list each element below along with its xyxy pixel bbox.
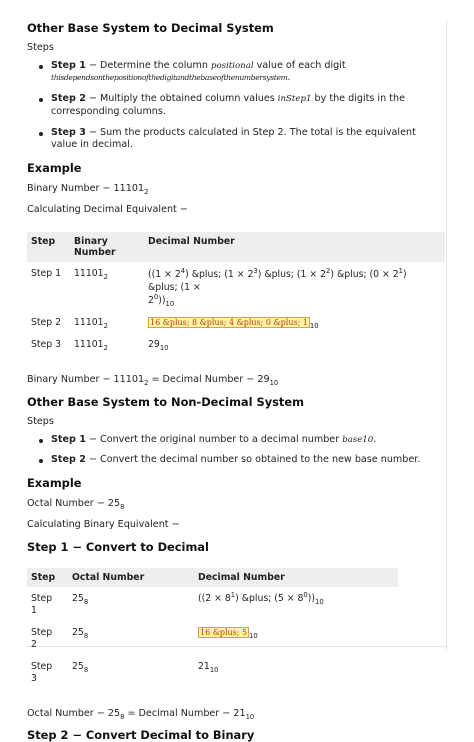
table-row: Step 1 $25_8$ ($(2 \times 8^1)$ &plus; $(5 \times 8^0))_{10}$ (27, 587, 398, 619)
expanded-expression: ($(1 \times 2^4)$ &plus; $(1 \times 2^3)$ &plus; $(1 \times 2^2)$ &plus; $(0 \times 2^1)$ &plus; (1 × $2^0))_{10}$ (148, 267, 407, 309)
column-header: Decimal Number (142, 232, 445, 262)
bullet-icon (39, 65, 43, 69)
step-label: Step 1 (51, 60, 86, 71)
column-header: Step (27, 232, 68, 262)
column-header: Step (27, 568, 66, 587)
table-row: Step 2 $11101_2$ 16 &plus; 8 &plus; 4 &plus; 0 &plus; 1 $_{10}$ (31, 317, 319, 331)
math-render-error: 16 &plus; 8 &plus; 4 &plus; 0 &plus; 1 (150, 318, 308, 328)
table-row: Step 1 $11101_2$ ($(1 \times 2^4)$ &plus; $(1 \times 2^3)$ &plus; $(1 \times 2^2)$ &plus; $(0 \times 2^1)$ &plus; (1 × $2^0))_{10}$ (27, 262, 445, 309)
step-item: Step 3 − Sum the products calculated in Step 2. The total is the equivalent value in decimal. (51, 127, 445, 151)
binary-conversion-table (27, 232, 445, 353)
calc-label: Calculating Decimal Equivalent − (27, 204, 188, 216)
math-render-error: 16 &plus; 5 (200, 627, 248, 637)
math-expression: inStep1 (277, 94, 312, 105)
step-label: Step 2 (51, 454, 86, 466)
math-expression: positional (210, 61, 254, 71)
octal-number-line: Octal Number − $25_8$ (27, 497, 125, 511)
expanded-expression: ($(2 \times 8^1)$ &plus; $(5 \times 8^0))_{10}$ (198, 590, 324, 606)
table-header-row (27, 568, 398, 587)
math-expression: thisdependsonthepositionofthedigitandthebaseofthenumbersystem (51, 73, 288, 83)
column-header: Binary Number (68, 232, 142, 262)
column-header: Octal Number (66, 568, 192, 587)
bullet-icon (39, 459, 43, 463)
step-item: Step 2 − Convert the decimal number so obtained to the new base number. (51, 454, 445, 466)
section-title-to-non-decimal: Other Base System to Non-Decimal System (27, 395, 304, 410)
step1-convert-heading: Step 1 − Convert to Decimal (27, 539, 209, 554)
step2-convert-heading: Step 2 − Convert Decimal to Binary (27, 727, 255, 742)
steps-label: Steps (27, 42, 54, 53)
step-item: Step 1 − Convert the original number to a decimal number base10. (51, 434, 445, 446)
math-expression: base10 (342, 435, 374, 446)
binary-number-line: Binary Number − $11101_2$ (27, 183, 149, 197)
calc-label: Calculating Binary Equivalent − (27, 518, 180, 530)
table-row: Step 2 $25_8$ 16 &plus; 5 $_{10}$ (31, 626, 258, 650)
binary-result-line: Binary Number − $11101_2$ = Decimal Number − $29_{10}$ (27, 374, 279, 388)
bullet-icon (39, 439, 43, 443)
bullet-icon (39, 132, 43, 136)
octal-result-line: Octal Number − $25_8$ = Decimal Number − $21_{10}$ (27, 707, 255, 721)
steps-list (27, 60, 445, 151)
right-border (446, 20, 447, 650)
table-row: Step 3 $25_8$ $21_{10}$ (31, 660, 219, 684)
section-title-to-decimal: Other Base System to Decimal System (27, 21, 274, 35)
step-item: Step 2 − Multiply the obtained column values inStep1 by the digits in the corresponding columns. (51, 93, 445, 117)
example-heading: Example (27, 475, 82, 490)
column-header: Decimal Number (192, 568, 398, 587)
table-header-row (27, 232, 445, 262)
steps-label: Steps (27, 416, 54, 428)
octal-conversion-table (27, 568, 398, 687)
steps-list (27, 434, 445, 466)
step-label: Step 1 (51, 434, 86, 446)
example-heading: Example (27, 161, 82, 176)
bullet-icon (39, 98, 43, 102)
step-label: Step 2 (51, 93, 86, 105)
step-label: Step 3 (51, 126, 86, 138)
step-item: Step 1 − Determine the column positional value of each digit thisdependsonthepositionofthedigitandthebaseofthenumbersystem. (51, 60, 445, 84)
article-content (27, 21, 445, 742)
table-row: Step 3 $11101_2$ $29_{10}$ (31, 339, 169, 353)
